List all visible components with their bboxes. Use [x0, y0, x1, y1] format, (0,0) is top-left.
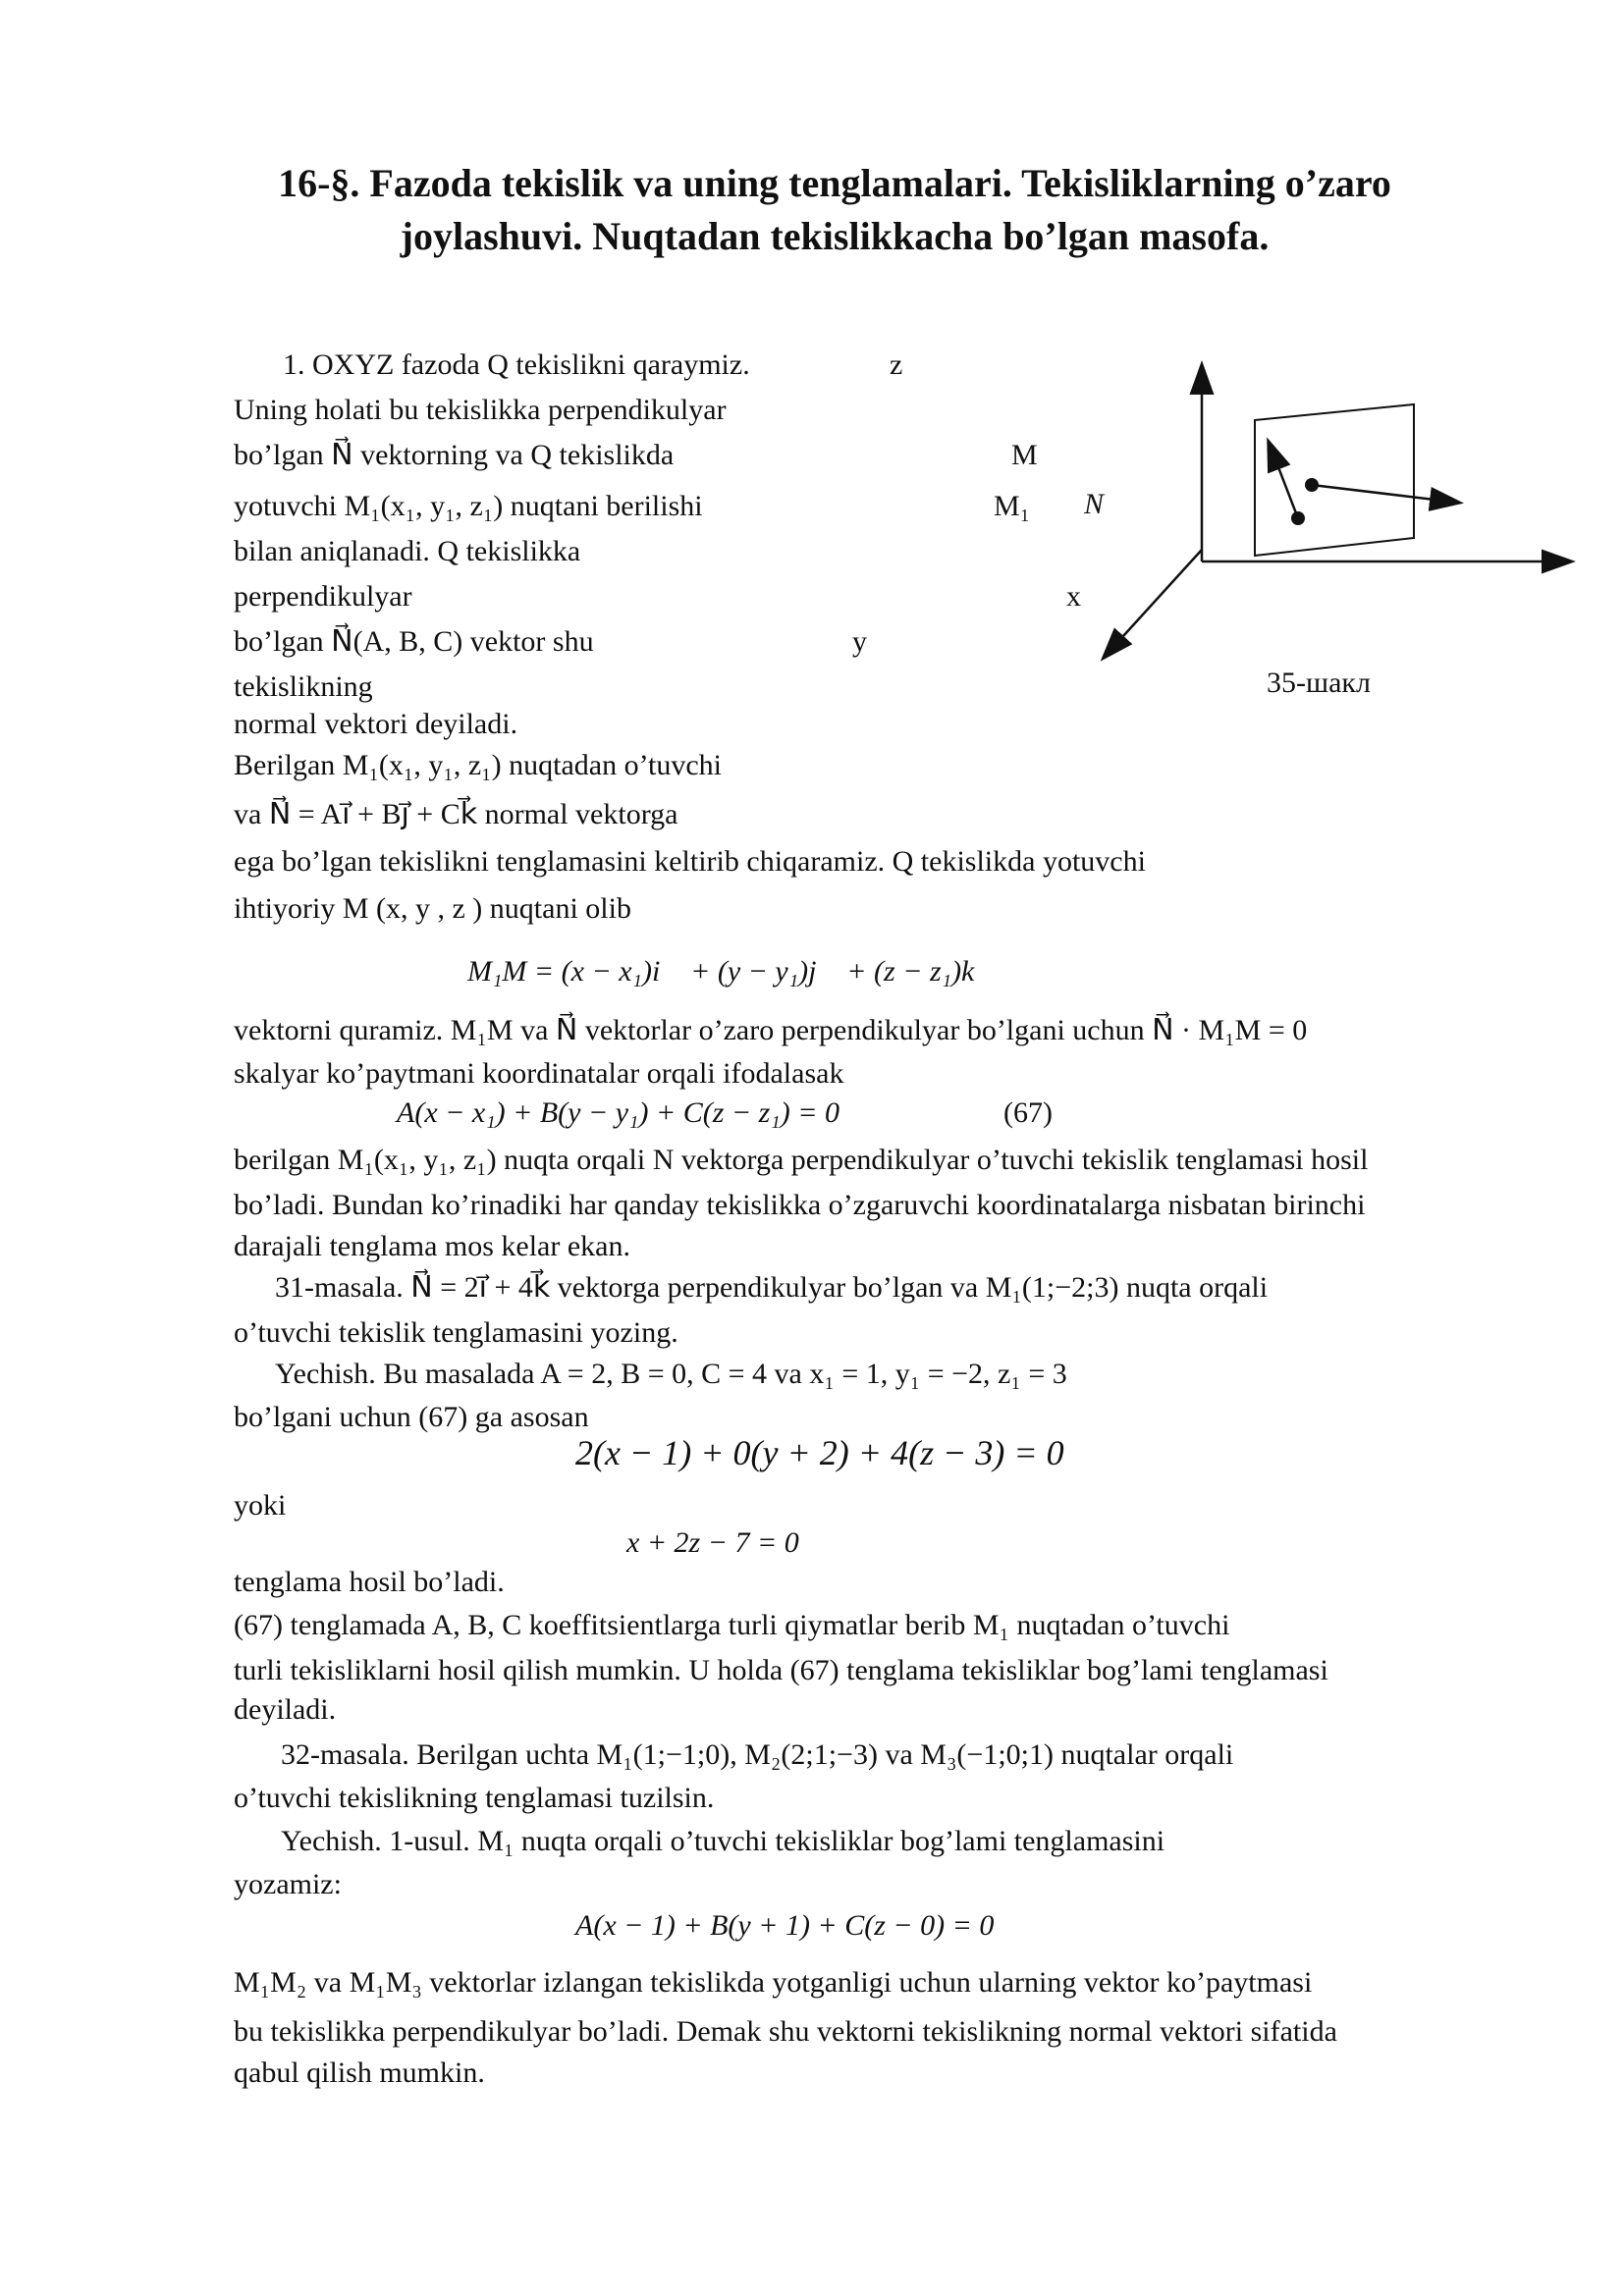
text-line: 31-masala. N⃗ = 2i⃗ + 4k⃗ vektorga perpendikulyar bo’lgan va M₁(1;−2;3) nuqta orqali	[275, 1271, 1269, 1304]
axis-label-y: y	[852, 625, 867, 658]
text-line: yotuvchi M₁(x₁, y₁, z₁) nuqtani berilishi	[234, 490, 703, 522]
text-line: bo’ladi. Bundan ko’rinadiki har qanday tekislikka o’zgaruvchi koordinatalarga nisbatan birinchi	[234, 1189, 1366, 1221]
text-line: yozamiz:	[234, 1868, 342, 1900]
text-line: ihtiyoriy M (x, y , z ) nuqtani olib	[234, 892, 631, 925]
text-line: darajali tenglama mos kelar ekan.	[234, 1230, 630, 1262]
text-line: o’tuvchi tekislik tenglamasini yozing.	[234, 1316, 678, 1349]
equation-67: A(x − x₁) + B(y − y₁) + C(z − z₁) = 0	[397, 1096, 839, 1129]
point-label-m: M	[1011, 439, 1038, 471]
text-line: perpendikulyar	[234, 580, 412, 613]
text-line: Berilgan M₁(x₁, y₁, z₁) nuqtadan o’tuvchi	[234, 749, 723, 781]
text-line: Yechish. Bu masalada A = 2, B = 0, C = 4 va x₁ = 1, y₁ = −2, z₁ = 3	[275, 1358, 1067, 1390]
normal-vector-n	[1312, 485, 1459, 503]
text-line: tekislikning	[234, 670, 373, 703]
axis-label-z: z	[890, 348, 903, 381]
equation-vector-m1m: M₁M = (x − x₁)i⃗ + (y − y₁)j⃗ + (z − z₁)k⃗	[467, 955, 998, 988]
equation-number: (67)	[1003, 1096, 1053, 1129]
text-line: M₁M₂ va M₁M₃ vektorlar izlangan tekislikda yotganligi uchun ularning vektor ko’paytmasi	[234, 1966, 1313, 1999]
axis-label-x: x	[1066, 580, 1081, 613]
plane-q	[1255, 404, 1414, 556]
text-line: skalyar ko’paytmani koordinatalar orqali ifodalasak	[234, 1057, 844, 1090]
point-m	[1305, 478, 1319, 492]
text-line: bo’lgan N⃗ vektorning va Q tekislikda	[234, 439, 675, 471]
diagonal-axis	[1104, 550, 1202, 658]
equation-bundle: A(x − 1) + B(y + 1) + C(z − 0) = 0	[575, 1909, 995, 1942]
text-line: bilan aniqlanadi. Q tekislikka	[234, 535, 581, 567]
equation-example-31: 2(x − 1) + 0(y + 2) + 4(z − 3) = 0	[575, 1433, 1064, 1472]
point-m1	[1291, 511, 1305, 525]
figure-caption: 35-шакл	[1267, 667, 1371, 699]
text-line: Uning holati bu tekislikka perpendikulyar	[234, 394, 727, 426]
text-line: bu tekislikka perpendikulyar bo’ladi. Demak shu vektorni tekislikning normal vektori sifatida	[234, 2015, 1337, 2048]
coordinate-plane-figure	[1080, 353, 1591, 667]
equation-result-31: x + 2z − 7 = 0	[626, 1526, 799, 1559]
text-line: Yechish. 1-usul. M₁ nuqta orqali o’tuvchi tekisliklar bog’lami tenglamasini	[281, 1825, 1165, 1857]
point-label-m1: M₁	[994, 490, 1031, 522]
text-line: turli tekisliklarni hosil qilish mumkin. U holda (67) tenglama tekisliklar bog’lami tenglamasi	[234, 1654, 1328, 1686]
text-line: 1. OXYZ fazoda Q tekislikni qaraymiz.	[283, 348, 750, 381]
text-line: bo’lgani uchun (67) ga asosan	[234, 1401, 589, 1433]
text-line: (67) tenglamada A, B, C koeffitsientlarga turli qiymatlar berib M₁ nuqtadan o’tuvchi	[234, 1609, 1230, 1641]
section-title-line-1: 16-§. Fazoda tekislik va uning tenglamalari. Tekisliklarning o’zaro	[278, 161, 1391, 205]
text-line: o’tuvchi tekislikning tenglamasi tuzilsin.	[234, 1782, 715, 1814]
text-line: tenglama hosil bo’ladi.	[234, 1566, 505, 1598]
vector-m1m	[1269, 442, 1298, 518]
text-line: yoki	[234, 1489, 287, 1522]
text-line: bo’lgan N⃗(A, B, C) vektor shu	[234, 625, 594, 658]
text-line: ega bo’lgan tekislikni tenglamasini keltirib chiqaramiz. Q tekislikda yotuvchi	[234, 845, 1146, 878]
text-line: va N⃗ = Ai⃗ + Bj⃗ + Ck⃗ normal vektorga	[234, 798, 678, 830]
text-line: deyiladi.	[234, 1693, 337, 1726]
text-line: normal vektori deyiladi.	[234, 708, 518, 740]
section-title-line-2: joylashuvi. Nuqtadan tekislikkacha bo’lgan masofa.	[400, 214, 1270, 258]
text-line: vektorni quramiz. M₁M va N⃗ vektorlar o’zaro perpendikulyar bo’lgani uchun N⃗ · M₁M = 0	[234, 1014, 1308, 1046]
text-line: 32-masala. Berilgan uchta M₁(1;−1;0), M₂(2;1;−3) va M₃(−1;0;1) nuqtalar orqali	[281, 1738, 1234, 1771]
text-line: qabul qilish mumkin.	[234, 2056, 485, 2089]
text-line: berilgan M₁(x₁, y₁, z₁) nuqta orqali N vektorga perpendikulyar o’tuvchi tekislik tenglamasi hosil	[234, 1144, 1369, 1176]
vector-label-n: N⃗	[1084, 488, 1127, 520]
